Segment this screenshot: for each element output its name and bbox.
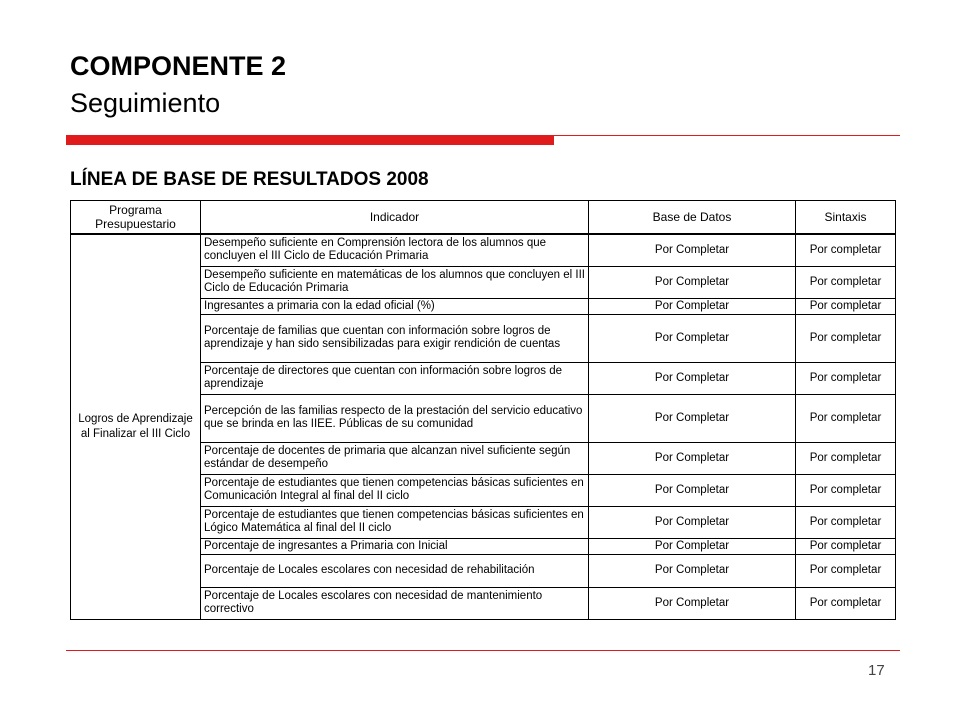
sintaxis-cell: Por completar (796, 362, 896, 394)
indicador-cell: Porcentaje de ingresantes a Primaria con Inicial (201, 538, 589, 554)
sintaxis-cell: Por completar (796, 538, 896, 554)
indicador-cell: Porcentaje de Locales escolares con necesidad de mantenimiento correctivo (201, 587, 589, 619)
table-header-row (71, 201, 896, 235)
sintaxis-cell: Por completar (796, 474, 896, 506)
indicador-cell: Desempeño suficiente en Comprensión lectora de los alumnos que concluyen el III Ciclo de Educación Primaria (201, 234, 589, 266)
sintaxis-cell: Por completar (796, 587, 896, 619)
indicador-cell: Porcentaje de estudiantes que tienen competencias básicas suficientes en Lógico Matemática al final del II ciclo (201, 506, 589, 538)
base-datos-cell: Por Completar (589, 442, 796, 474)
programa-cell: Logros de Aprendizaje al Finalizar el III Ciclo (71, 234, 201, 619)
base-datos-cell: Por Completar (589, 266, 796, 298)
sintaxis-cell: Por completar (796, 314, 896, 362)
column-header-programa: Programa Presupuestario (71, 201, 201, 235)
column-header-indicador: Indicador (201, 201, 589, 235)
base-datos-cell: Por Completar (589, 298, 796, 314)
sintaxis-cell: Por completar (796, 394, 896, 442)
base-datos-cell: Por Completar (589, 362, 796, 394)
title-underline-thick (66, 135, 554, 145)
indicador-cell: Porcentaje de familias que cuentan con información sobre logros de aprendizaje y han sido sensibilizadas para exigir rendición de cuentas (201, 314, 589, 362)
title-underline-thin (554, 135, 900, 136)
base-datos-cell: Por Completar (589, 234, 796, 266)
indicador-cell: Porcentaje de Locales escolares con necesidad de rehabilitación (201, 554, 589, 587)
indicador-cell: Porcentaje de directores que cuentan con información sobre logros de aprendizaje (201, 362, 589, 394)
indicador-cell: Percepción de las familias respecto de la prestación del servicio educativo que se brinda en las IIEE. Públicas de su comunidad (201, 394, 589, 442)
results-table (70, 200, 896, 620)
footer-rule (66, 650, 900, 651)
base-datos-cell: Por Completar (589, 538, 796, 554)
base-datos-cell: Por Completar (589, 474, 796, 506)
base-datos-cell: Por Completar (589, 554, 796, 587)
indicador-cell: Porcentaje de estudiantes que tienen competencias básicas suficientes en Comunicación Integral al final del II ciclo (201, 474, 589, 506)
column-header-base-de-datos: Base de Datos (589, 201, 796, 235)
base-datos-cell: Por Completar (589, 506, 796, 538)
table-row (71, 234, 896, 266)
sintaxis-cell: Por completar (796, 234, 896, 266)
base-datos-cell: Por Completar (589, 314, 796, 362)
base-datos-cell: Por Completar (589, 587, 796, 619)
indicador-cell: Desempeño suficiente en matemáticas de los alumnos que concluyen el III Ciclo de Educación Primaria (201, 266, 589, 298)
sintaxis-cell: Por completar (796, 442, 896, 474)
sintaxis-cell: Por completar (796, 298, 896, 314)
page-number: 17 (868, 662, 885, 679)
slide-subtitle: Seguimiento (70, 88, 221, 118)
indicador-cell: Porcentaje de docentes de primaria que alcanzan nivel suficiente según estándar de desempeño (201, 442, 589, 474)
base-datos-cell: Por Completar (589, 394, 796, 442)
sintaxis-cell: Por completar (796, 554, 896, 587)
sintaxis-cell: Por completar (796, 506, 896, 538)
indicador-cell: Ingresantes a primaria con la edad oficial (%) (201, 298, 589, 314)
section-heading: LÍNEA DE BASE DE RESULTADOS 2008 (70, 169, 429, 190)
slide-title: COMPONENTE 2 (70, 51, 287, 81)
column-header-sintaxis: Sintaxis (796, 201, 896, 235)
sintaxis-cell: Por completar (796, 266, 896, 298)
